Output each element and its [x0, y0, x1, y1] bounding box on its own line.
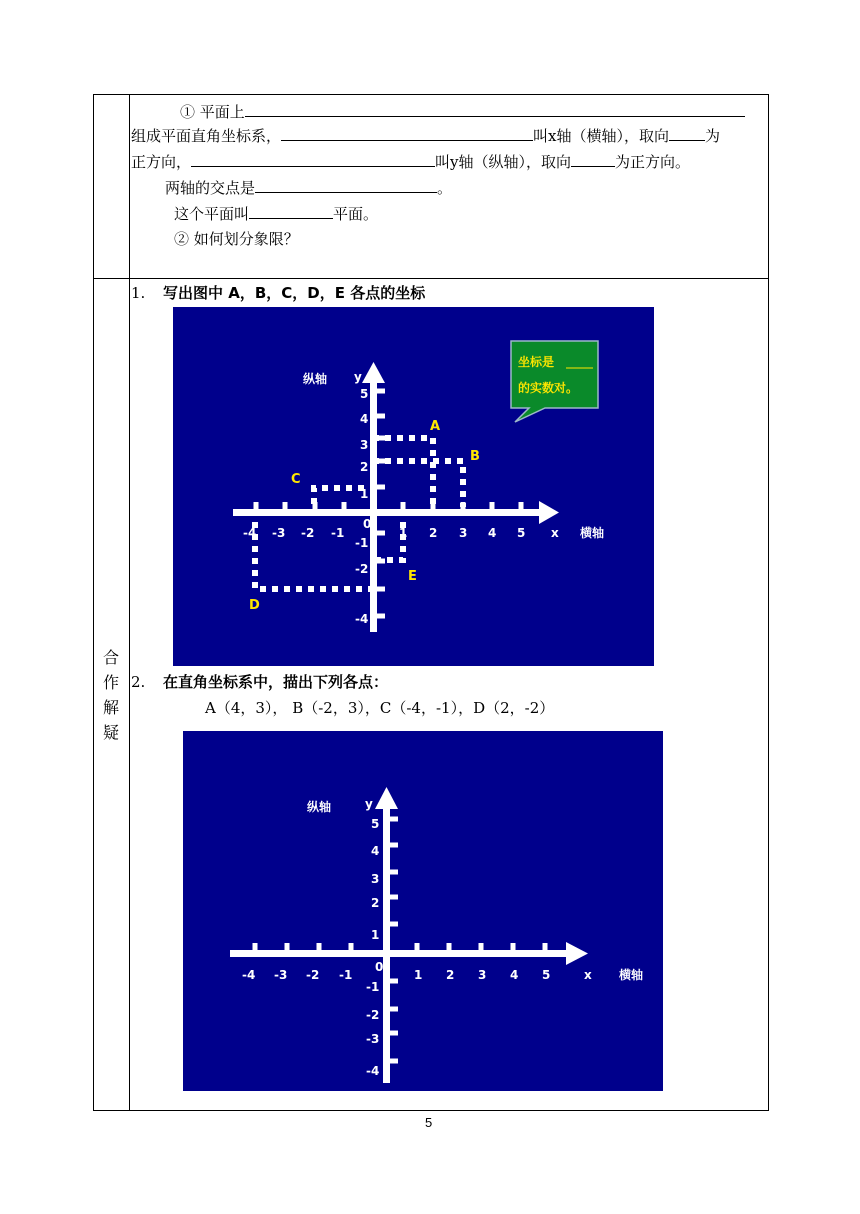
x-tick-mark: [543, 943, 548, 951]
figure-1-svg: [173, 307, 654, 666]
x-tick-mark: [431, 502, 436, 510]
figure-2-axes: [230, 787, 588, 1083]
x-tick-mark: [490, 502, 495, 510]
table-border-left: [93, 94, 94, 1111]
y-tick-label: 1: [360, 487, 369, 501]
definition-text: 叫y轴（纵轴），取向: [435, 153, 571, 171]
y-tick-label: 5: [360, 387, 369, 401]
x-axis-arrow: [566, 942, 588, 965]
table-border-right: [768, 94, 769, 1111]
x-tick-label: -3: [272, 526, 286, 540]
x-tick-label: -3: [274, 968, 288, 982]
x-tick-mark: [253, 943, 258, 951]
figure-1-axes: [233, 362, 559, 632]
x-tick-mark: [447, 943, 452, 951]
task2-points: A（4，3）， B（-2，3），C（-4，-1），D（2，-2）: [205, 699, 555, 717]
y-axis-line: [370, 379, 377, 632]
definition-text: 组成平面直角坐标系，: [131, 127, 282, 145]
definition-line-3: [131, 152, 690, 171]
dotted-line-b: [373, 461, 463, 507]
origin-label: 0: [375, 960, 384, 974]
origin-label: 0: [363, 517, 372, 531]
x-tick-label: 4: [510, 968, 519, 982]
y-tick-label: -1: [355, 536, 369, 550]
y-tick-mark: [390, 843, 398, 848]
definition-line-4: [165, 178, 452, 197]
side-label: [98, 645, 124, 745]
x-tick-label: 1: [399, 526, 408, 540]
x-tick-mark: [479, 943, 484, 951]
definition-text: 这个平面叫: [174, 205, 250, 223]
figure-1: [173, 307, 654, 666]
x-tick-mark: [461, 502, 466, 510]
definition-text: 为正方向。: [615, 153, 691, 171]
figure-2: [183, 731, 663, 1091]
callout-line-2: 的实数对。: [518, 381, 579, 395]
y-axis-line: [383, 807, 390, 1083]
callout: [511, 341, 598, 422]
point-label-a: A: [430, 419, 441, 434]
y-tick-label: 1: [371, 928, 380, 942]
y-tick-mark: [377, 531, 385, 536]
x-tick-mark: [317, 943, 322, 951]
page-number: 5: [425, 1115, 433, 1130]
table-border-bottom: [93, 1110, 769, 1111]
y-tick-mark: [390, 817, 398, 822]
figure-1-ticks: [254, 389, 524, 619]
point-label-c: C: [291, 472, 301, 487]
definition-line-1-text: ① 平面上: [180, 103, 245, 121]
y-tick-mark: [390, 1031, 398, 1036]
point-label-b: B: [470, 449, 480, 464]
y-axis-name: 纵轴: [303, 372, 328, 386]
y-tick-mark: [390, 1059, 398, 1064]
blank: [249, 204, 333, 219]
y-tick-mark: [390, 922, 398, 927]
x-tick-mark: [254, 502, 259, 510]
y-tick-label: 2: [371, 896, 380, 910]
definition-line-2: [131, 126, 720, 145]
x-tick-label: 3: [459, 526, 468, 540]
x-tick-mark: [349, 943, 354, 951]
y-tick-mark: [390, 870, 398, 875]
x-tick-mark: [519, 502, 524, 510]
x-axis-line: [233, 509, 543, 516]
table-border-top: [93, 94, 769, 95]
x-tick-mark: [285, 943, 290, 951]
x-tick-mark: [342, 502, 347, 510]
y-tick-label: -4: [355, 612, 369, 626]
side-char: 疑: [102, 723, 119, 742]
y-tick-label: 2: [360, 460, 369, 474]
x-tick-label: -1: [331, 526, 345, 540]
x-tick-label: 3: [478, 968, 487, 982]
y-tick-label: -3: [366, 1032, 380, 1046]
x-tick-label: -4: [243, 526, 257, 540]
definition-text: 叫x轴（横轴），取向: [533, 127, 669, 145]
task1-title: 写出图中 A，B，C，D，E 各点的坐标: [163, 284, 426, 302]
x-tick-label: 5: [517, 526, 526, 540]
table-column-divider: [129, 94, 130, 1111]
y-tick-mark: [377, 614, 385, 619]
definition-text: 正方向，: [131, 153, 192, 171]
x-axis-line: [230, 950, 570, 957]
x-tick-label: 2: [429, 526, 438, 540]
definition-line-5: [174, 204, 378, 223]
x-tick-mark: [313, 502, 318, 510]
x-tick-mark: [401, 502, 406, 510]
y-tick-mark: [377, 459, 385, 464]
y-tick-mark: [377, 559, 385, 564]
x-tick-mark: [511, 943, 516, 951]
x-tick-mark: [415, 943, 420, 951]
blank: [281, 126, 533, 141]
point-label-d: D: [249, 598, 260, 613]
x-tick-label: -4: [242, 968, 256, 982]
dotted-line-a: [373, 438, 433, 507]
y-tick-mark: [390, 979, 398, 984]
x-tick-label: -2: [301, 526, 315, 540]
y-tick-label: 3: [360, 438, 369, 452]
side-char: 作: [102, 673, 119, 692]
y-tick-label: 4: [371, 844, 380, 858]
definition-line-6: ② 如何划分象限？: [174, 230, 299, 248]
y-axis-arrow: [362, 362, 385, 383]
y-tick-mark: [377, 587, 385, 592]
y-tick-label: -2: [355, 562, 369, 576]
y-tick-label: 5: [371, 817, 380, 831]
blank: [571, 152, 615, 167]
side-char: 解: [102, 698, 119, 717]
x-tick-label: 2: [446, 968, 455, 982]
figure-2-ticks: [253, 817, 551, 1064]
y-tick-mark: [377, 436, 385, 441]
y-tick-label: 4: [360, 412, 369, 426]
point-label-e: E: [408, 569, 417, 584]
task1-number: 1.: [131, 284, 146, 302]
x-tick-label: 4: [488, 526, 497, 540]
y-tick-mark: [377, 485, 385, 490]
x-axis-name: 横轴: [619, 968, 644, 982]
y-axis-name: 纵轴: [307, 800, 332, 814]
x-tick-label: 1: [414, 968, 423, 982]
x-tick-label: -2: [306, 968, 320, 982]
task2-number: 2.: [131, 673, 146, 691]
y-tick-mark: [390, 895, 398, 900]
y-tick-label: -2: [366, 1008, 380, 1022]
x-axis-letter: x: [551, 526, 559, 540]
figure-2-svg: [183, 731, 663, 1091]
definition-text: 平面。: [333, 205, 379, 223]
table-row-divider: [93, 278, 769, 279]
y-axis-letter: y: [354, 370, 362, 384]
y-axis-arrow: [375, 787, 398, 809]
side-char: 合: [102, 648, 119, 667]
y-axis-letter: y: [365, 797, 373, 811]
y-tick-label: 3: [371, 872, 380, 886]
definition-text: 为: [704, 127, 720, 145]
y-tick-mark: [377, 389, 385, 394]
y-tick-label: -1: [366, 980, 380, 994]
x-tick-label: 5: [542, 968, 551, 982]
x-tick-mark: [283, 502, 288, 510]
y-tick-label: -4: [366, 1064, 380, 1078]
blank: [255, 178, 437, 193]
x-axis-arrow: [539, 501, 559, 524]
figure-2-labels: [242, 797, 643, 1078]
definition-text: 两轴的交点是: [165, 179, 256, 197]
task2-title: 在直角坐标系中，描出下列各点：: [163, 673, 389, 691]
definition-text: 。: [437, 179, 453, 197]
y-tick-mark: [377, 414, 385, 419]
x-tick-label: -1: [339, 968, 353, 982]
definition-line-1: [180, 102, 745, 121]
blank: [191, 152, 435, 167]
x-axis-name: 横轴: [580, 526, 605, 540]
y-tick-mark: [390, 1007, 398, 1012]
blank: [245, 102, 745, 117]
x-axis-letter: x: [584, 968, 592, 982]
callout-line-1: 坐标是: [518, 355, 555, 369]
blank: [669, 126, 705, 141]
